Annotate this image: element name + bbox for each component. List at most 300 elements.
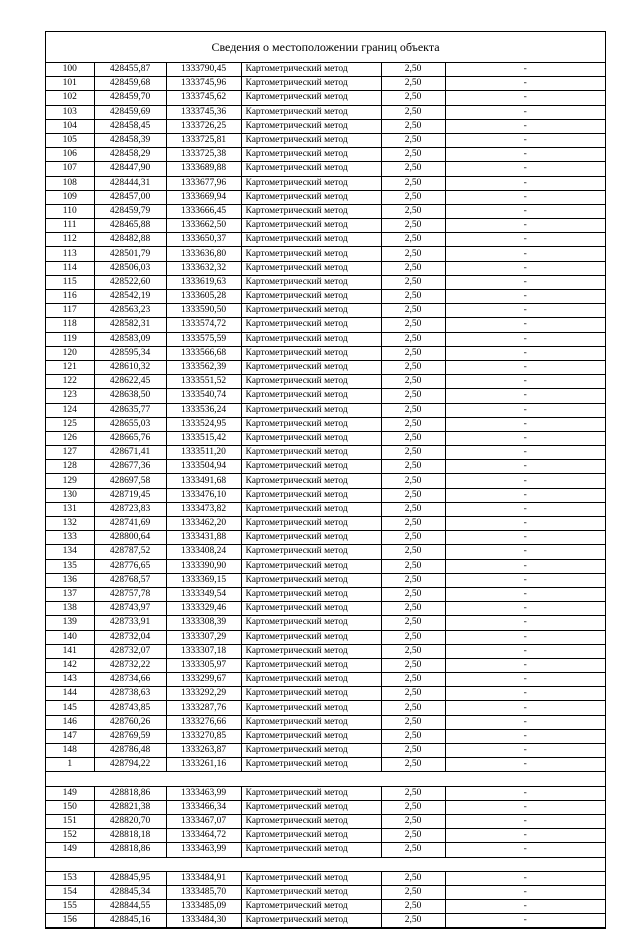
method-cell: Картометрический метод <box>241 275 381 289</box>
note-cell: - <box>445 758 605 772</box>
point-number-cell: 115 <box>46 275 94 289</box>
table-row <box>46 318 605 332</box>
note-cell: - <box>445 403 605 417</box>
method-cell: Картометрический метод <box>241 290 381 304</box>
table-row <box>46 290 605 304</box>
note-cell: - <box>445 290 605 304</box>
x-coordinate-cell: 428595,34 <box>94 346 166 360</box>
table-row <box>46 502 605 516</box>
y-coordinate-cell: 1333463,99 <box>166 843 241 857</box>
y-coordinate-cell: 1333276,66 <box>166 715 241 729</box>
y-coordinate-cell: 1333485,70 <box>166 885 241 899</box>
y-coordinate-cell: 1333464,72 <box>166 829 241 843</box>
y-coordinate-cell: 1333466,34 <box>166 800 241 814</box>
point-number-cell: 109 <box>46 190 94 204</box>
y-coordinate-cell: 1333566,68 <box>166 346 241 360</box>
accuracy-cell: 2,50 <box>381 829 445 843</box>
table-row <box>46 559 605 573</box>
y-coordinate-cell: 1333662,50 <box>166 219 241 233</box>
table-row <box>46 885 605 899</box>
x-coordinate-cell: 428723,83 <box>94 502 166 516</box>
section-spacer-row <box>46 772 605 786</box>
note-cell: - <box>445 431 605 445</box>
note-cell: - <box>445 531 605 545</box>
coordinates-table-body <box>46 63 605 928</box>
accuracy-cell: 2,50 <box>381 105 445 119</box>
x-coordinate-cell: 428457,00 <box>94 190 166 204</box>
y-coordinate-cell: 1333605,28 <box>166 290 241 304</box>
note-cell: - <box>445 133 605 147</box>
note-cell: - <box>445 914 605 928</box>
point-number-cell: 121 <box>46 360 94 374</box>
note-cell: - <box>445 744 605 758</box>
method-cell: Картометрический метод <box>241 375 381 389</box>
accuracy-cell: 2,50 <box>381 446 445 460</box>
y-coordinate-cell: 1333473,82 <box>166 502 241 516</box>
accuracy-cell: 2,50 <box>381 587 445 601</box>
section-spacer-cell <box>46 772 605 786</box>
accuracy-cell: 2,50 <box>381 871 445 885</box>
table-row <box>46 360 605 374</box>
accuracy-cell: 2,50 <box>381 786 445 800</box>
note-cell: - <box>445 474 605 488</box>
y-coordinate-cell: 1333270,85 <box>166 729 241 743</box>
method-cell: Картометрический метод <box>241 843 381 857</box>
accuracy-cell: 2,50 <box>381 460 445 474</box>
accuracy-cell: 2,50 <box>381 162 445 176</box>
accuracy-cell: 2,50 <box>381 644 445 658</box>
y-coordinate-cell: 1333484,30 <box>166 914 241 928</box>
accuracy-cell: 2,50 <box>381 176 445 190</box>
note-cell: - <box>445 786 605 800</box>
accuracy-cell: 2,50 <box>381 77 445 91</box>
table-row <box>46 900 605 914</box>
x-coordinate-cell: 428506,03 <box>94 261 166 275</box>
method-cell: Картометрический метод <box>241 474 381 488</box>
accuracy-cell: 2,50 <box>381 602 445 616</box>
point-number-cell: 107 <box>46 162 94 176</box>
x-coordinate-cell: 428677,36 <box>94 460 166 474</box>
method-cell: Картометрический метод <box>241 133 381 147</box>
point-number-cell: 132 <box>46 517 94 531</box>
point-number-cell: 135 <box>46 559 94 573</box>
x-coordinate-cell: 428638,50 <box>94 389 166 403</box>
table-row <box>46 587 605 601</box>
point-number-cell: 108 <box>46 176 94 190</box>
x-coordinate-cell: 428821,38 <box>94 800 166 814</box>
table-row <box>46 162 605 176</box>
point-number-cell: 130 <box>46 488 94 502</box>
accuracy-cell: 2,50 <box>381 715 445 729</box>
method-cell: Картометрический метод <box>241 758 381 772</box>
note-cell: - <box>445 729 605 743</box>
x-coordinate-cell: 428501,79 <box>94 247 166 261</box>
table-row <box>46 786 605 800</box>
x-coordinate-cell: 428741,69 <box>94 517 166 531</box>
x-coordinate-cell: 428820,70 <box>94 814 166 828</box>
method-cell: Картометрический метод <box>241 403 381 417</box>
y-coordinate-cell: 1333484,91 <box>166 871 241 885</box>
y-coordinate-cell: 1333390,90 <box>166 559 241 573</box>
method-cell: Картометрический метод <box>241 517 381 531</box>
y-coordinate-cell: 1333476,10 <box>166 488 241 502</box>
method-cell: Картометрический метод <box>241 346 381 360</box>
accuracy-cell: 2,50 <box>381 190 445 204</box>
method-cell: Картометрический метод <box>241 502 381 516</box>
x-coordinate-cell: 428582,31 <box>94 318 166 332</box>
table-row <box>46 814 605 828</box>
table-row <box>46 119 605 133</box>
method-cell: Картометрический метод <box>241 673 381 687</box>
method-cell: Картометрический метод <box>241 701 381 715</box>
accuracy-cell: 2,50 <box>381 502 445 516</box>
accuracy-cell: 2,50 <box>381 119 445 133</box>
note-cell: - <box>445 261 605 275</box>
point-number-cell: 1 <box>46 758 94 772</box>
accuracy-cell: 2,50 <box>381 261 445 275</box>
y-coordinate-cell: 1333619,63 <box>166 275 241 289</box>
x-coordinate-cell: 428760,26 <box>94 715 166 729</box>
table-row <box>46 687 605 701</box>
point-number-cell: 152 <box>46 829 94 843</box>
note-cell: - <box>445 332 605 346</box>
note-cell: - <box>445 900 605 914</box>
table-row <box>46 261 605 275</box>
point-number-cell: 114 <box>46 261 94 275</box>
method-cell: Картометрический метод <box>241 446 381 460</box>
point-number-cell: 116 <box>46 290 94 304</box>
boundary-table-frame <box>45 31 606 929</box>
point-number-cell: 145 <box>46 701 94 715</box>
accuracy-cell: 2,50 <box>381 658 445 672</box>
note-cell: - <box>445 360 605 374</box>
y-coordinate-cell: 1333511,20 <box>166 446 241 460</box>
point-number-cell: 147 <box>46 729 94 743</box>
y-coordinate-cell: 1333307,29 <box>166 630 241 644</box>
point-number-cell: 143 <box>46 673 94 687</box>
table-row <box>46 531 605 545</box>
note-cell: - <box>445 247 605 261</box>
method-cell: Картометрический метод <box>241 219 381 233</box>
y-coordinate-cell: 1333745,96 <box>166 77 241 91</box>
y-coordinate-cell: 1333574,72 <box>166 318 241 332</box>
point-number-cell: 149 <box>46 843 94 857</box>
point-number-cell: 127 <box>46 446 94 460</box>
point-number-cell: 126 <box>46 431 94 445</box>
note-cell: - <box>445 885 605 899</box>
accuracy-cell: 2,50 <box>381 403 445 417</box>
note-cell: - <box>445 176 605 190</box>
y-coordinate-cell: 1333689,88 <box>166 162 241 176</box>
x-coordinate-cell: 428818,86 <box>94 843 166 857</box>
method-cell: Картометрический метод <box>241 318 381 332</box>
point-number-cell: 100 <box>46 63 94 77</box>
note-cell: - <box>445 417 605 431</box>
y-coordinate-cell: 1333636,80 <box>166 247 241 261</box>
x-coordinate-cell: 428455,87 <box>94 63 166 77</box>
y-coordinate-cell: 1333491,68 <box>166 474 241 488</box>
method-cell: Картометрический метод <box>241 360 381 374</box>
table-row <box>46 346 605 360</box>
x-coordinate-cell: 428610,32 <box>94 360 166 374</box>
point-number-cell: 139 <box>46 616 94 630</box>
x-coordinate-cell: 428482,88 <box>94 233 166 247</box>
x-coordinate-cell: 428738,63 <box>94 687 166 701</box>
point-number-cell: 124 <box>46 403 94 417</box>
note-cell: - <box>445 545 605 559</box>
x-coordinate-cell: 428583,09 <box>94 332 166 346</box>
method-cell: Картометрический метод <box>241 63 381 77</box>
accuracy-cell: 2,50 <box>381 219 445 233</box>
point-number-cell: 105 <box>46 133 94 147</box>
accuracy-cell: 2,50 <box>381 900 445 914</box>
method-cell: Картометрический метод <box>241 247 381 261</box>
y-coordinate-cell: 1333745,36 <box>166 105 241 119</box>
x-coordinate-cell: 428787,52 <box>94 545 166 559</box>
x-coordinate-cell: 428622,45 <box>94 375 166 389</box>
table-row <box>46 63 605 77</box>
method-cell: Картометрический метод <box>241 829 381 843</box>
table-row <box>46 233 605 247</box>
point-number-cell: 119 <box>46 332 94 346</box>
x-coordinate-cell: 428542,19 <box>94 290 166 304</box>
accuracy-cell: 2,50 <box>381 346 445 360</box>
y-coordinate-cell: 1333261,16 <box>166 758 241 772</box>
point-number-cell: 150 <box>46 800 94 814</box>
x-coordinate-cell: 428665,76 <box>94 431 166 445</box>
coordinates-table <box>46 63 605 928</box>
accuracy-cell: 2,50 <box>381 885 445 899</box>
accuracy-cell: 2,50 <box>381 389 445 403</box>
note-cell: - <box>445 630 605 644</box>
note-cell: - <box>445 190 605 204</box>
y-coordinate-cell: 1333551,52 <box>166 375 241 389</box>
y-coordinate-cell: 1333463,99 <box>166 786 241 800</box>
table-row <box>46 602 605 616</box>
x-coordinate-cell: 428459,70 <box>94 91 166 105</box>
y-coordinate-cell: 1333431,88 <box>166 531 241 545</box>
table-row <box>46 77 605 91</box>
method-cell: Картометрический метод <box>241 190 381 204</box>
accuracy-cell: 2,50 <box>381 531 445 545</box>
y-coordinate-cell: 1333485,09 <box>166 900 241 914</box>
table-row <box>46 389 605 403</box>
y-coordinate-cell: 1333515,42 <box>166 431 241 445</box>
note-cell: - <box>445 375 605 389</box>
table-row <box>46 148 605 162</box>
point-number-cell: 134 <box>46 545 94 559</box>
y-coordinate-cell: 1333462,20 <box>166 517 241 531</box>
method-cell: Картометрический метод <box>241 431 381 445</box>
method-cell: Картометрический метод <box>241 587 381 601</box>
accuracy-cell: 2,50 <box>381 701 445 715</box>
note-cell: - <box>445 219 605 233</box>
method-cell: Картометрический метод <box>241 119 381 133</box>
point-number-cell: 123 <box>46 389 94 403</box>
point-number-cell: 153 <box>46 871 94 885</box>
y-coordinate-cell: 1333666,45 <box>166 204 241 218</box>
section-spacer-row <box>46 857 605 871</box>
x-coordinate-cell: 428786,48 <box>94 744 166 758</box>
y-coordinate-cell: 1333524,95 <box>166 417 241 431</box>
table-row <box>46 219 605 233</box>
y-coordinate-cell: 1333308,39 <box>166 616 241 630</box>
y-coordinate-cell: 1333263,87 <box>166 744 241 758</box>
accuracy-cell: 2,50 <box>381 630 445 644</box>
point-number-cell: 128 <box>46 460 94 474</box>
note-cell: - <box>445 871 605 885</box>
table-row <box>46 871 605 885</box>
note-cell: - <box>445 687 605 701</box>
y-coordinate-cell: 1333329,46 <box>166 602 241 616</box>
table-row <box>46 488 605 502</box>
y-coordinate-cell: 1333307,18 <box>166 644 241 658</box>
table-row <box>46 758 605 772</box>
note-cell: - <box>445 204 605 218</box>
method-cell: Картометрический метод <box>241 204 381 218</box>
method-cell: Картометрический метод <box>241 233 381 247</box>
table-title: Сведения о местоположении границ объекта <box>46 32 605 63</box>
table-row <box>46 431 605 445</box>
table-row <box>46 190 605 204</box>
table-row <box>46 105 605 119</box>
method-cell: Картометрический метод <box>241 814 381 828</box>
point-number-cell: 137 <box>46 587 94 601</box>
accuracy-cell: 2,50 <box>381 233 445 247</box>
y-coordinate-cell: 1333632,32 <box>166 261 241 275</box>
point-number-cell: 149 <box>46 786 94 800</box>
x-coordinate-cell: 428733,91 <box>94 616 166 630</box>
table-row <box>46 417 605 431</box>
note-cell: - <box>445 616 605 630</box>
accuracy-cell: 2,50 <box>381 616 445 630</box>
method-cell: Картометрический метод <box>241 77 381 91</box>
x-coordinate-cell: 428794,22 <box>94 758 166 772</box>
table-row <box>46 332 605 346</box>
accuracy-cell: 2,50 <box>381 559 445 573</box>
note-cell: - <box>445 488 605 502</box>
note-cell: - <box>445 119 605 133</box>
x-coordinate-cell: 428776,65 <box>94 559 166 573</box>
note-cell: - <box>445 304 605 318</box>
accuracy-cell: 2,50 <box>381 360 445 374</box>
table-row <box>46 474 605 488</box>
x-coordinate-cell: 428845,95 <box>94 871 166 885</box>
y-coordinate-cell: 1333504,94 <box>166 460 241 474</box>
accuracy-cell: 2,50 <box>381 204 445 218</box>
x-coordinate-cell: 428818,18 <box>94 829 166 843</box>
accuracy-cell: 2,50 <box>381 91 445 105</box>
x-coordinate-cell: 428757,78 <box>94 587 166 601</box>
method-cell: Картометрический метод <box>241 786 381 800</box>
x-coordinate-cell: 428522,60 <box>94 275 166 289</box>
table-row <box>46 304 605 318</box>
table-row <box>46 914 605 928</box>
method-cell: Картометрический метод <box>241 715 381 729</box>
y-coordinate-cell: 1333725,38 <box>166 148 241 162</box>
y-coordinate-cell: 1333677,96 <box>166 176 241 190</box>
x-coordinate-cell: 428458,39 <box>94 133 166 147</box>
point-number-cell: 148 <box>46 744 94 758</box>
accuracy-cell: 2,50 <box>381 318 445 332</box>
accuracy-cell: 2,50 <box>381 673 445 687</box>
method-cell: Картометрический метод <box>241 417 381 431</box>
point-number-cell: 101 <box>46 77 94 91</box>
method-cell: Картометрический метод <box>241 800 381 814</box>
table-row <box>46 800 605 814</box>
accuracy-cell: 2,50 <box>381 843 445 857</box>
method-cell: Картометрический метод <box>241 545 381 559</box>
table-row <box>46 204 605 218</box>
point-number-cell: 112 <box>46 233 94 247</box>
x-coordinate-cell: 428655,03 <box>94 417 166 431</box>
x-coordinate-cell: 428459,68 <box>94 77 166 91</box>
point-number-cell: 154 <box>46 885 94 899</box>
table-row <box>46 545 605 559</box>
table-row <box>46 829 605 843</box>
point-number-cell: 102 <box>46 91 94 105</box>
x-coordinate-cell: 428458,45 <box>94 119 166 133</box>
method-cell: Картометрический метод <box>241 176 381 190</box>
x-coordinate-cell: 428768,57 <box>94 573 166 587</box>
accuracy-cell: 2,50 <box>381 133 445 147</box>
y-coordinate-cell: 1333650,37 <box>166 233 241 247</box>
y-coordinate-cell: 1333562,39 <box>166 360 241 374</box>
table-row <box>46 375 605 389</box>
method-cell: Картометрический метод <box>241 885 381 899</box>
point-number-cell: 146 <box>46 715 94 729</box>
y-coordinate-cell: 1333408,24 <box>166 545 241 559</box>
x-coordinate-cell: 428844,55 <box>94 900 166 914</box>
note-cell: - <box>445 673 605 687</box>
point-number-cell: 156 <box>46 914 94 928</box>
method-cell: Картометрический метод <box>241 531 381 545</box>
point-number-cell: 140 <box>46 630 94 644</box>
note-cell: - <box>445 162 605 176</box>
x-coordinate-cell: 428447,90 <box>94 162 166 176</box>
note-cell: - <box>445 843 605 857</box>
table-row <box>46 446 605 460</box>
x-coordinate-cell: 428459,69 <box>94 105 166 119</box>
note-cell: - <box>445 814 605 828</box>
method-cell: Картометрический метод <box>241 304 381 318</box>
x-coordinate-cell: 428845,16 <box>94 914 166 928</box>
point-number-cell: 144 <box>46 687 94 701</box>
point-number-cell: 131 <box>46 502 94 516</box>
note-cell: - <box>445 318 605 332</box>
table-row <box>46 91 605 105</box>
x-coordinate-cell: 428635,77 <box>94 403 166 417</box>
x-coordinate-cell: 428671,41 <box>94 446 166 460</box>
point-number-cell: 113 <box>46 247 94 261</box>
table-row <box>46 517 605 531</box>
method-cell: Картометрический метод <box>241 389 381 403</box>
table-row <box>46 843 605 857</box>
x-coordinate-cell: 428818,86 <box>94 786 166 800</box>
accuracy-cell: 2,50 <box>381 729 445 743</box>
accuracy-cell: 2,50 <box>381 517 445 531</box>
point-number-cell: 106 <box>46 148 94 162</box>
method-cell: Картометрический метод <box>241 573 381 587</box>
method-cell: Картометрический метод <box>241 559 381 573</box>
table-row <box>46 573 605 587</box>
y-coordinate-cell: 1333725,81 <box>166 133 241 147</box>
note-cell: - <box>445 105 605 119</box>
x-coordinate-cell: 428732,07 <box>94 644 166 658</box>
point-number-cell: 120 <box>46 346 94 360</box>
note-cell: - <box>445 346 605 360</box>
x-coordinate-cell: 428800,64 <box>94 531 166 545</box>
